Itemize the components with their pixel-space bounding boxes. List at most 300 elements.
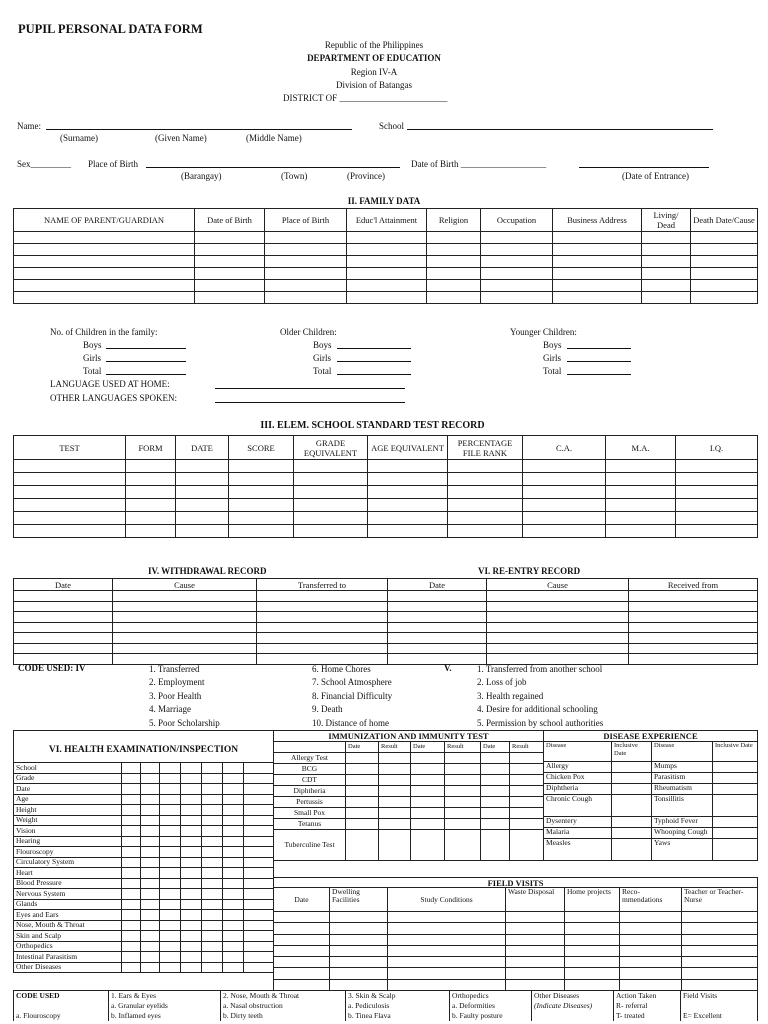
health-cell[interactable] <box>181 941 202 952</box>
health-cell[interactable] <box>202 878 223 889</box>
health-cell[interactable] <box>244 910 274 921</box>
health-cell[interactable] <box>202 857 223 868</box>
test-cell[interactable] <box>676 525 758 538</box>
field-cell[interactable] <box>330 912 388 923</box>
field-cell[interactable] <box>565 923 620 934</box>
withdrawal-cell[interactable] <box>113 591 257 602</box>
test-cell[interactable] <box>229 512 294 525</box>
health-cell[interactable] <box>244 899 274 910</box>
immunization-cell[interactable] <box>481 786 510 797</box>
family-cell[interactable] <box>642 244 691 256</box>
test-cell[interactable] <box>126 499 176 512</box>
health-cell[interactable] <box>141 784 160 795</box>
withdrawal-cell[interactable] <box>629 654 758 665</box>
health-cell[interactable] <box>160 910 181 921</box>
withdrawal-cell[interactable] <box>487 643 629 654</box>
field-cell[interactable] <box>506 945 565 956</box>
health-cell[interactable] <box>223 910 244 921</box>
test-cell[interactable] <box>126 512 176 525</box>
disease-right-date[interactable] <box>713 773 758 784</box>
family-cell[interactable] <box>553 292 642 304</box>
withdrawal-cell[interactable] <box>14 622 113 633</box>
field-cell[interactable] <box>330 968 388 979</box>
health-cell[interactable] <box>141 805 160 816</box>
field-cell[interactable] <box>274 912 330 923</box>
withdrawal-cell[interactable] <box>257 643 388 654</box>
immunization-cell[interactable] <box>481 775 510 786</box>
test-cell[interactable] <box>676 473 758 486</box>
other-languages-field[interactable] <box>215 394 405 403</box>
field-cell[interactable] <box>506 979 565 990</box>
family-cell[interactable] <box>347 292 427 304</box>
immunization-cell[interactable] <box>411 830 445 861</box>
health-cell[interactable] <box>160 815 181 826</box>
immunization-cell[interactable] <box>346 819 379 830</box>
test-cell[interactable] <box>676 499 758 512</box>
family-cell[interactable] <box>691 244 758 256</box>
immunization-cell[interactable] <box>445 753 481 764</box>
health-cell[interactable] <box>202 773 223 784</box>
immunization-cell[interactable] <box>379 830 411 861</box>
test-cell[interactable] <box>448 499 523 512</box>
health-cell[interactable] <box>244 773 274 784</box>
withdrawal-cell[interactable] <box>388 643 487 654</box>
family-cell[interactable] <box>14 256 195 268</box>
immunization-cell[interactable] <box>481 797 510 808</box>
test-cell[interactable] <box>294 525 368 538</box>
health-cell[interactable] <box>181 889 202 900</box>
withdrawal-cell[interactable] <box>388 601 487 612</box>
disease-right-date[interactable] <box>713 817 758 828</box>
disease-left-date[interactable] <box>612 762 652 773</box>
health-cell[interactable] <box>122 899 141 910</box>
immunization-cell[interactable] <box>346 830 379 861</box>
health-cell[interactable] <box>202 889 223 900</box>
immunization-cell[interactable] <box>481 830 510 861</box>
immunization-cell[interactable] <box>411 753 445 764</box>
immunization-cell[interactable] <box>510 830 544 861</box>
immunization-cell[interactable] <box>379 808 411 819</box>
family-cell[interactable] <box>427 280 481 292</box>
health-cell[interactable] <box>122 920 141 931</box>
test-cell[interactable] <box>448 460 523 473</box>
name-field[interactable] <box>46 120 352 130</box>
health-cell[interactable] <box>141 847 160 858</box>
family-cell[interactable] <box>195 268 265 280</box>
health-cell[interactable] <box>244 847 274 858</box>
health-cell[interactable] <box>122 931 141 942</box>
test-cell[interactable] <box>368 512 448 525</box>
test-cell[interactable] <box>606 473 676 486</box>
health-cell[interactable] <box>244 920 274 931</box>
health-cell[interactable] <box>202 784 223 795</box>
health-cell[interactable] <box>223 794 244 805</box>
withdrawal-cell[interactable] <box>257 622 388 633</box>
health-cell[interactable] <box>122 878 141 889</box>
withdrawal-cell[interactable] <box>113 612 257 623</box>
language-home-field[interactable] <box>215 380 405 389</box>
field-cell[interactable] <box>274 923 330 934</box>
field-cell[interactable] <box>330 934 388 945</box>
immunization-cell[interactable] <box>445 819 481 830</box>
health-cell[interactable] <box>244 962 274 973</box>
test-cell[interactable] <box>294 460 368 473</box>
health-cell[interactable] <box>141 763 160 774</box>
family-cell[interactable] <box>265 280 347 292</box>
test-cell[interactable] <box>229 525 294 538</box>
dob-field[interactable]: Date of Birth ___________________ <box>411 159 547 169</box>
withdrawal-cell[interactable] <box>388 612 487 623</box>
field-cell[interactable] <box>274 957 330 968</box>
health-cell[interactable] <box>141 815 160 826</box>
family-cell[interactable] <box>347 280 427 292</box>
field-cell[interactable] <box>274 945 330 956</box>
health-cell[interactable] <box>223 962 244 973</box>
health-cell[interactable] <box>141 889 160 900</box>
health-cell[interactable] <box>181 910 202 921</box>
test-cell[interactable] <box>448 525 523 538</box>
withdrawal-cell[interactable] <box>257 612 388 623</box>
disease-right-date[interactable] <box>713 795 758 817</box>
field-cell[interactable] <box>330 979 388 990</box>
field-cell[interactable] <box>565 934 620 945</box>
withdrawal-cell[interactable] <box>629 601 758 612</box>
family-cell[interactable] <box>691 256 758 268</box>
withdrawal-cell[interactable] <box>388 633 487 644</box>
test-cell[interactable] <box>606 499 676 512</box>
immunization-cell[interactable] <box>411 786 445 797</box>
boys-field[interactable] <box>106 340 186 349</box>
health-cell[interactable] <box>181 931 202 942</box>
health-cell[interactable] <box>223 931 244 942</box>
health-cell[interactable] <box>202 962 223 973</box>
health-cell[interactable] <box>160 847 181 858</box>
health-cell[interactable] <box>223 773 244 784</box>
test-cell[interactable] <box>523 525 606 538</box>
immunization-cell[interactable] <box>445 775 481 786</box>
health-cell[interactable] <box>181 899 202 910</box>
family-cell[interactable] <box>427 292 481 304</box>
health-cell[interactable] <box>244 826 274 837</box>
withdrawal-cell[interactable] <box>388 591 487 602</box>
field-cell[interactable] <box>682 912 758 923</box>
test-cell[interactable] <box>448 512 523 525</box>
test-cell[interactable] <box>448 473 523 486</box>
test-cell[interactable] <box>126 460 176 473</box>
field-cell[interactable] <box>620 912 682 923</box>
field-cell[interactable] <box>620 957 682 968</box>
family-cell[interactable] <box>347 244 427 256</box>
health-cell[interactable] <box>141 773 160 784</box>
test-cell[interactable] <box>606 525 676 538</box>
health-cell[interactable] <box>122 952 141 963</box>
field-cell[interactable] <box>388 923 506 934</box>
younger-girls-field[interactable] <box>567 353 631 362</box>
family-cell[interactable] <box>642 280 691 292</box>
health-cell[interactable] <box>181 805 202 816</box>
health-cell[interactable] <box>244 815 274 826</box>
immunization-cell[interactable] <box>445 808 481 819</box>
health-cell[interactable] <box>202 847 223 858</box>
test-cell[interactable] <box>176 473 229 486</box>
health-cell[interactable] <box>202 952 223 963</box>
withdrawal-cell[interactable] <box>388 654 487 665</box>
test-cell[interactable] <box>229 473 294 486</box>
family-cell[interactable] <box>553 256 642 268</box>
test-cell[interactable] <box>606 486 676 499</box>
health-cell[interactable] <box>141 952 160 963</box>
test-cell[interactable] <box>368 460 448 473</box>
disease-right-date[interactable] <box>713 828 758 839</box>
family-cell[interactable] <box>265 256 347 268</box>
health-cell[interactable] <box>202 763 223 774</box>
field-cell[interactable] <box>565 968 620 979</box>
health-cell[interactable] <box>160 941 181 952</box>
family-cell[interactable] <box>265 268 347 280</box>
field-cell[interactable] <box>620 934 682 945</box>
family-cell[interactable] <box>427 268 481 280</box>
withdrawal-cell[interactable] <box>629 591 758 602</box>
test-cell[interactable] <box>523 499 606 512</box>
health-cell[interactable] <box>141 920 160 931</box>
withdrawal-cell[interactable] <box>113 643 257 654</box>
family-cell[interactable] <box>691 268 758 280</box>
field-cell[interactable] <box>388 968 506 979</box>
health-cell[interactable] <box>223 952 244 963</box>
date-entrance-field[interactable] <box>579 158 709 168</box>
field-cell[interactable] <box>620 979 682 990</box>
disease-right-date[interactable] <box>713 784 758 795</box>
immunization-cell[interactable] <box>346 775 379 786</box>
health-cell[interactable] <box>141 794 160 805</box>
family-cell[interactable] <box>481 256 553 268</box>
health-cell[interactable] <box>223 868 244 879</box>
withdrawal-cell[interactable] <box>629 633 758 644</box>
test-cell[interactable] <box>676 460 758 473</box>
immunization-cell[interactable] <box>346 764 379 775</box>
withdrawal-cell[interactable] <box>388 622 487 633</box>
health-cell[interactable] <box>181 847 202 858</box>
health-cell[interactable] <box>223 941 244 952</box>
test-cell[interactable] <box>176 525 229 538</box>
field-cell[interactable] <box>565 957 620 968</box>
field-cell[interactable] <box>330 923 388 934</box>
family-cell[interactable] <box>553 280 642 292</box>
health-cell[interactable] <box>244 805 274 816</box>
older-boys-field[interactable] <box>337 340 411 349</box>
health-cell[interactable] <box>181 826 202 837</box>
health-cell[interactable] <box>244 857 274 868</box>
field-cell[interactable] <box>682 968 758 979</box>
health-cell[interactable] <box>141 878 160 889</box>
immunization-cell[interactable] <box>346 753 379 764</box>
health-cell[interactable] <box>244 836 274 847</box>
health-cell[interactable] <box>122 857 141 868</box>
health-cell[interactable] <box>160 857 181 868</box>
test-cell[interactable] <box>368 525 448 538</box>
birthplace-field[interactable] <box>146 158 400 168</box>
immunization-cell[interactable] <box>510 819 544 830</box>
older-girls-field[interactable] <box>337 353 411 362</box>
test-cell[interactable] <box>523 460 606 473</box>
health-cell[interactable] <box>122 941 141 952</box>
health-cell[interactable] <box>202 899 223 910</box>
withdrawal-cell[interactable] <box>487 591 629 602</box>
withdrawal-cell[interactable] <box>487 622 629 633</box>
family-cell[interactable] <box>642 256 691 268</box>
field-cell[interactable] <box>682 923 758 934</box>
field-cell[interactable] <box>682 945 758 956</box>
test-cell[interactable] <box>294 473 368 486</box>
family-cell[interactable] <box>427 244 481 256</box>
health-cell[interactable] <box>122 763 141 774</box>
health-cell[interactable] <box>181 878 202 889</box>
family-cell[interactable] <box>14 268 195 280</box>
family-cell[interactable] <box>347 268 427 280</box>
field-cell[interactable] <box>620 923 682 934</box>
field-cell[interactable] <box>330 957 388 968</box>
health-cell[interactable] <box>122 836 141 847</box>
health-cell[interactable] <box>202 931 223 942</box>
field-cell[interactable] <box>506 934 565 945</box>
health-cell[interactable] <box>122 910 141 921</box>
family-cell[interactable] <box>14 280 195 292</box>
family-cell[interactable] <box>427 232 481 244</box>
family-cell[interactable] <box>14 232 195 244</box>
health-cell[interactable] <box>160 962 181 973</box>
withdrawal-cell[interactable] <box>629 622 758 633</box>
total-field[interactable] <box>106 366 186 375</box>
field-cell[interactable] <box>682 957 758 968</box>
health-cell[interactable] <box>202 805 223 816</box>
test-cell[interactable] <box>448 486 523 499</box>
family-cell[interactable] <box>195 232 265 244</box>
health-cell[interactable] <box>244 952 274 963</box>
test-cell[interactable] <box>229 486 294 499</box>
withdrawal-cell[interactable] <box>14 601 113 612</box>
health-cell[interactable] <box>160 773 181 784</box>
health-cell[interactable] <box>141 962 160 973</box>
health-cell[interactable] <box>160 952 181 963</box>
family-cell[interactable] <box>691 232 758 244</box>
test-cell[interactable] <box>126 473 176 486</box>
disease-right-date[interactable] <box>713 839 758 861</box>
test-cell[interactable] <box>14 525 126 538</box>
disease-left-date[interactable] <box>612 817 652 828</box>
younger-total-field[interactable] <box>567 366 631 375</box>
health-cell[interactable] <box>223 889 244 900</box>
health-cell[interactable] <box>202 826 223 837</box>
health-cell[interactable] <box>181 815 202 826</box>
field-cell[interactable] <box>388 934 506 945</box>
health-cell[interactable] <box>181 773 202 784</box>
health-cell[interactable] <box>122 794 141 805</box>
health-cell[interactable] <box>160 878 181 889</box>
health-cell[interactable] <box>141 941 160 952</box>
withdrawal-cell[interactable] <box>487 601 629 612</box>
immunization-cell[interactable] <box>510 808 544 819</box>
health-cell[interactable] <box>223 857 244 868</box>
health-cell[interactable] <box>223 920 244 931</box>
withdrawal-cell[interactable] <box>487 612 629 623</box>
family-cell[interactable] <box>265 232 347 244</box>
health-cell[interactable] <box>244 784 274 795</box>
test-cell[interactable] <box>229 460 294 473</box>
field-cell[interactable] <box>274 979 330 990</box>
test-cell[interactable] <box>176 499 229 512</box>
immunization-cell[interactable] <box>445 764 481 775</box>
health-cell[interactable] <box>122 889 141 900</box>
withdrawal-cell[interactable] <box>257 633 388 644</box>
health-cell[interactable] <box>141 857 160 868</box>
test-cell[interactable] <box>14 460 126 473</box>
health-cell[interactable] <box>181 920 202 931</box>
field-cell[interactable] <box>565 945 620 956</box>
health-cell[interactable] <box>181 857 202 868</box>
health-cell[interactable] <box>181 868 202 879</box>
withdrawal-cell[interactable] <box>257 591 388 602</box>
health-cell[interactable] <box>223 784 244 795</box>
test-cell[interactable] <box>676 486 758 499</box>
health-cell[interactable] <box>244 931 274 942</box>
field-cell[interactable] <box>565 979 620 990</box>
family-cell[interactable] <box>481 232 553 244</box>
immunization-cell[interactable] <box>445 786 481 797</box>
immunization-cell[interactable] <box>379 797 411 808</box>
family-cell[interactable] <box>642 268 691 280</box>
field-cell[interactable] <box>506 912 565 923</box>
school-field[interactable] <box>407 120 713 130</box>
immunization-cell[interactable] <box>346 797 379 808</box>
health-cell[interactable] <box>244 868 274 879</box>
immunization-cell[interactable] <box>445 797 481 808</box>
family-cell[interactable] <box>481 292 553 304</box>
health-cell[interactable] <box>122 868 141 879</box>
immunization-cell[interactable] <box>510 786 544 797</box>
immunization-cell[interactable] <box>379 819 411 830</box>
health-cell[interactable] <box>122 962 141 973</box>
test-cell[interactable] <box>14 499 126 512</box>
health-cell[interactable] <box>181 836 202 847</box>
family-cell[interactable] <box>195 256 265 268</box>
family-cell[interactable] <box>481 244 553 256</box>
health-cell[interactable] <box>202 815 223 826</box>
test-cell[interactable] <box>606 512 676 525</box>
immunization-cell[interactable] <box>379 775 411 786</box>
withdrawal-cell[interactable] <box>629 612 758 623</box>
health-cell[interactable] <box>160 784 181 795</box>
field-cell[interactable] <box>274 934 330 945</box>
test-cell[interactable] <box>368 473 448 486</box>
family-cell[interactable] <box>691 280 758 292</box>
immunization-cell[interactable] <box>411 797 445 808</box>
withdrawal-cell[interactable] <box>14 612 113 623</box>
field-cell[interactable] <box>388 945 506 956</box>
health-cell[interactable] <box>141 868 160 879</box>
health-cell[interactable] <box>223 815 244 826</box>
health-cell[interactable] <box>202 794 223 805</box>
health-cell[interactable] <box>122 847 141 858</box>
health-cell[interactable] <box>160 794 181 805</box>
withdrawal-cell[interactable] <box>14 633 113 644</box>
family-cell[interactable] <box>347 256 427 268</box>
health-cell[interactable] <box>160 826 181 837</box>
family-cell[interactable] <box>553 244 642 256</box>
health-cell[interactable] <box>223 899 244 910</box>
test-cell[interactable] <box>14 512 126 525</box>
immunization-cell[interactable] <box>481 819 510 830</box>
field-cell[interactable] <box>388 957 506 968</box>
